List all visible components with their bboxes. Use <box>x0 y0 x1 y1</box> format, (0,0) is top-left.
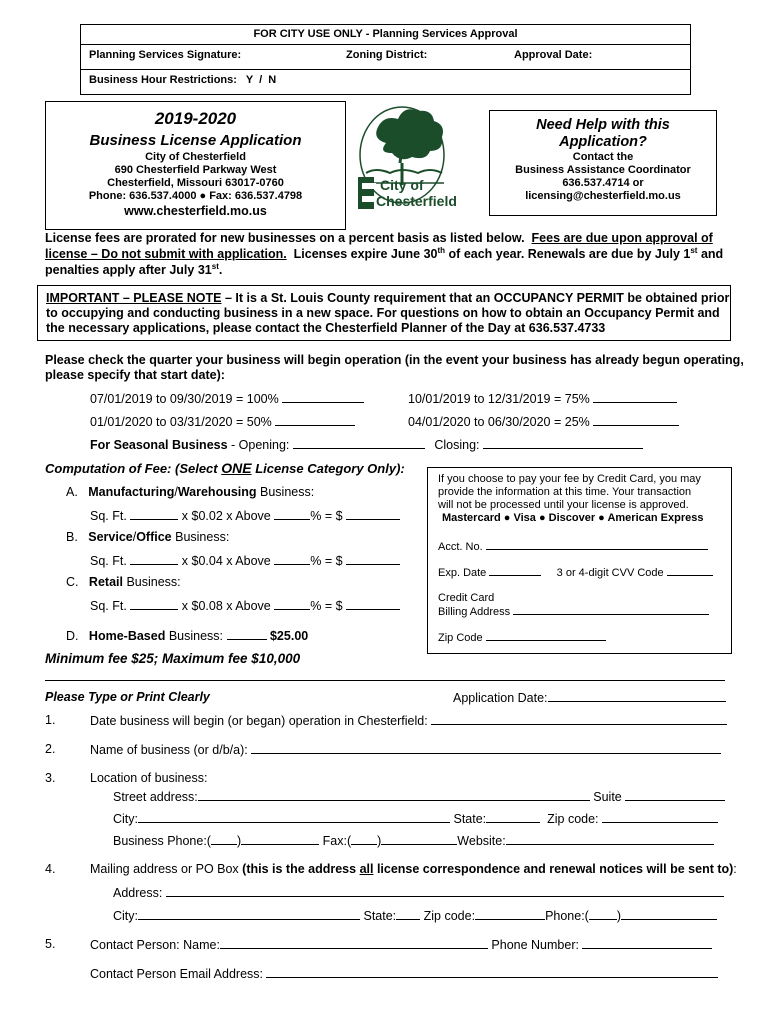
above-a-field[interactable] <box>274 508 310 520</box>
fax-area-field[interactable] <box>351 833 377 845</box>
approval-date-label: Approval Date: <box>514 49 593 61</box>
contact-name-field[interactable] <box>220 937 488 949</box>
category-c-calc: Sq. Ft. x $0.08 x Above % = $ <box>90 598 400 613</box>
contact-email-field[interactable] <box>266 966 718 978</box>
category-b-calc: Sq. Ft. x $0.04 x Above % = $ <box>90 553 400 568</box>
title-phone: Phone: 636.537.4000 ● Fax: 636.537.4798 <box>88 190 303 202</box>
amount-a-field[interactable] <box>346 508 400 520</box>
q5-number: 5. <box>45 937 56 951</box>
above-c-field[interactable] <box>274 598 310 610</box>
cvv-field[interactable] <box>667 566 713 576</box>
website-field[interactable] <box>506 833 714 845</box>
mailing-phone-area-field[interactable] <box>589 908 617 920</box>
q4-mailing-label: Mailing address or PO Box (this is the address all license correspondence and renewal notices will be sent to): <box>90 862 737 876</box>
quarter-q1[interactable]: 07/01/2019 to 09/30/2019 = 100% <box>90 391 364 406</box>
q4-number: 4. <box>45 862 56 876</box>
mailing-city-field[interactable] <box>138 908 360 920</box>
contact-email-row: Contact Person Email Address: <box>90 966 718 981</box>
category-a-calc: Sq. Ft. x $0.02 x Above % = $ <box>90 508 400 523</box>
sqft-a-field[interactable] <box>130 508 178 520</box>
fees-paragraph: License fees are prorated for new businesses on a percent basis as listed below. Fees are due upon approval of license – Do not submit with application. Licenses expire June 30th of each year. Renewals are due by July 1st and penalties apply after July 31st. <box>45 231 724 277</box>
important-box: IMPORTANT – PLEASE NOTE – It is a St. Louis County requirement that an OCCUPANCY PERMIT be obtained prior to occupying and conducting business in a new space. For questions on how to obtain an Occupancy Permit and the necessary applications, please contact the Chesterfield Planner of the Day at 636.537.4733 <box>37 285 731 341</box>
title-citystate: Chesterfield, Missouri 63017-0760 <box>107 177 284 189</box>
seasonal-row: For Seasonal Business - Opening: Closing: <box>90 437 643 452</box>
application-date[interactable]: Application Date: <box>453 690 726 705</box>
title-address: 690 Chesterfield Parkway West <box>114 164 277 176</box>
q1-number: 1. <box>45 713 56 727</box>
suite-field[interactable] <box>625 789 725 801</box>
acct-no-field[interactable] <box>486 540 708 550</box>
quarter-q2[interactable]: 10/01/2019 to 12/31/2019 = 75% <box>408 391 677 406</box>
help-title-1: Need Help with this <box>536 117 670 133</box>
section-divider <box>45 680 725 681</box>
opening-field[interactable] <box>293 437 425 449</box>
category-d[interactable]: D. Home-Based Business: $25.00 <box>66 629 309 643</box>
q1-start-date[interactable]: Date business will begin (or began) operation in Chesterfield: <box>90 713 727 728</box>
amount-c-field[interactable] <box>346 598 400 610</box>
q2-number: 2. <box>45 742 56 756</box>
computation-title: Computation of Fee: (Select ONE License Category Only): <box>45 460 405 476</box>
bphone-field[interactable] <box>241 833 319 845</box>
closing-field[interactable] <box>483 437 643 449</box>
sqft-c-field[interactable] <box>130 598 178 610</box>
credit-card-box: If you choose to pay your fee by Credit Card, you may provide the information at this time. Your transaction will not be processed until your license is approved. Mastercard ● Visa ● Discover ● American Express Acct. No. Exp. Date 3 or 4-digit CVV Code Credit Card Billing Address Zip Code <box>427 467 732 654</box>
q2-business-name[interactable]: Name of business (or d/b/a): <box>90 742 721 757</box>
quarter-q3[interactable]: 01/01/2020 to 03/31/2020 = 50% <box>90 414 355 429</box>
title-city: City of Chesterfield <box>145 151 246 163</box>
contact-person-row: Contact Person: Name: Phone Number: <box>90 937 712 952</box>
help-line-2: Business Assistance Coordinator <box>515 164 691 176</box>
quarter-q4[interactable]: 04/01/2020 to 06/30/2020 = 25% <box>408 414 679 429</box>
state-field[interactable] <box>486 811 540 823</box>
city-use-box <box>80 24 691 95</box>
q3-location-label: Location of business: <box>90 771 208 785</box>
category-a[interactable]: A. Manufacturing/Warehousing Business: <box>66 485 315 499</box>
zip-field[interactable] <box>602 811 718 823</box>
accepted-cards: Mastercard ● Visa ● Discover ● American Express <box>442 512 704 524</box>
help-title-2: Application? <box>559 134 647 150</box>
important-label: IMPORTANT – PLEASE NOTE <box>46 291 222 305</box>
mailing-phone-field[interactable] <box>621 908 717 920</box>
min-max-fee: Minimum fee $25; Maximum fee $10,000 <box>45 651 301 666</box>
title-years: 2019-2020 <box>154 109 237 128</box>
city-state-zip-row: City: State: Zip code: <box>113 811 718 826</box>
help-line-1: Contact the <box>572 151 634 163</box>
sqft-b-field[interactable] <box>130 553 178 565</box>
bphone-area-field[interactable] <box>211 833 237 845</box>
q3-number: 3. <box>45 771 56 785</box>
city-logo <box>356 103 474 215</box>
mailing-city-row: City: State: Zip code: Phone:( ) <box>113 908 717 923</box>
quarter-intro: Please check the quarter your business will begin operation (in the event your business has already begun operating, please specify that start date): <box>45 353 744 382</box>
amount-b-field[interactable] <box>346 553 400 565</box>
mailing-zip-field[interactable] <box>475 908 545 920</box>
help-line-3: 636.537.4714 or <box>562 177 644 189</box>
title-box <box>45 101 346 230</box>
street-address-field[interactable] <box>198 789 590 801</box>
mailing-address-field[interactable] <box>166 885 724 897</box>
above-b-field[interactable] <box>274 553 310 565</box>
contact-phone-field[interactable] <box>582 937 712 949</box>
category-b[interactable]: B. Service/Office Business: <box>66 530 230 544</box>
mailing-address-row: Address: <box>113 885 724 900</box>
print-clearly: Please Type or Print Clearly <box>45 690 210 704</box>
help-email: licensing@chesterfield.mo.us <box>525 190 681 202</box>
city-use-header: FOR CITY USE ONLY - Planning Services Approval <box>253 28 518 40</box>
business-phone-row: Business Phone:( ) Fax:( ) Website: <box>113 833 714 848</box>
city-field[interactable] <box>138 811 450 823</box>
planning-signature-label: Planning Services Signature: <box>89 49 242 61</box>
billing-address-field[interactable] <box>513 605 709 615</box>
category-c[interactable]: C. Retail Business: <box>66 575 181 589</box>
business-hour-restrictions: Business Hour Restrictions: Y / N <box>89 74 277 86</box>
fax-field[interactable] <box>381 833 457 845</box>
logo-line1: City of <box>380 177 424 193</box>
street-address-row: Street address: Suite <box>113 789 725 804</box>
help-box <box>489 110 717 216</box>
title-website: www.chesterfield.mo.us <box>124 204 267 218</box>
zoning-district-label: Zoning District: <box>346 49 428 61</box>
exp-date-field[interactable] <box>489 566 541 576</box>
title-name: Business License Application <box>89 132 302 149</box>
mailing-state-field[interactable] <box>396 908 420 920</box>
cc-zip-field[interactable] <box>486 631 606 641</box>
logo-line2: Chesterfield <box>376 193 457 209</box>
